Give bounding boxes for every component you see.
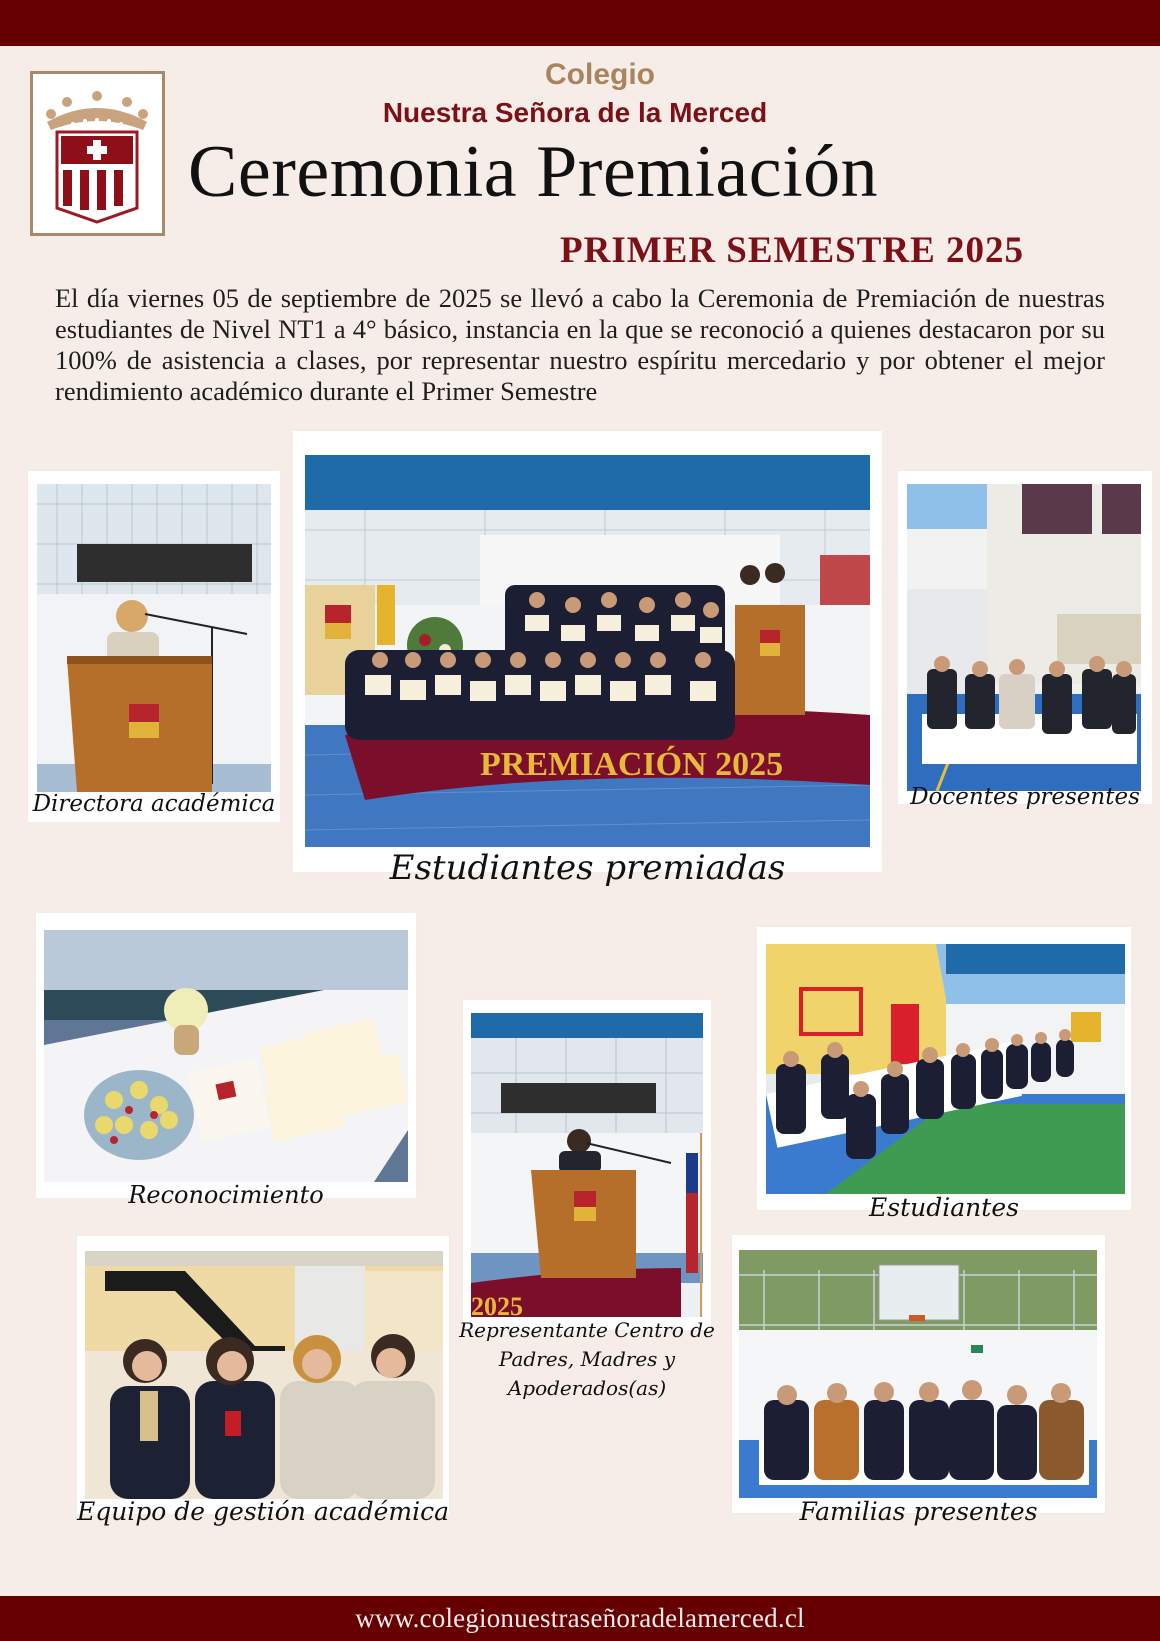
- photo-caption-line: Padres, Madres y: [498, 1347, 676, 1371]
- photo-caption-line: Apoderados(as): [507, 1376, 667, 1400]
- photo-caption: Equipo de gestión académica: [76, 1497, 450, 1526]
- photo-card-familias: [732, 1235, 1105, 1526]
- photo-card-docentes: [898, 471, 1152, 810]
- photo-reconocimiento: [44, 930, 408, 1182]
- photo-caption: Docentes presentes: [910, 784, 1140, 810]
- top-banner-bar: [0, 0, 1160, 46]
- intro-paragraph: El día viernes 05 de septiembre de 2025 se llevó a cabo la Ceremonia de Premiación de nuestras estudiantes de Nivel NT1 a 4° básico, instancia en la que se reconoció a quienes destacaron por su 100% de asistencia a clases, por representar nuestro espíritu mercedario y por obtener el mejor rendimiento académico durante el Primer Semestre: [55, 283, 1105, 406]
- photo-representante: [471, 1013, 703, 1317]
- school-logo: [30, 71, 165, 236]
- photo-caption: Reconocimiento: [128, 1181, 324, 1209]
- photo-caption: Estudiantes: [869, 1193, 1019, 1222]
- school-crest-icon: [33, 74, 162, 233]
- page-subtitle: PRIMER SEMESTRE 2025: [560, 230, 1025, 271]
- photo-card-estudiantes-premiadas: [293, 431, 882, 888]
- photo-docentes: [907, 484, 1141, 791]
- photo-directora: [37, 484, 271, 792]
- photo-equipo: [85, 1251, 443, 1499]
- website-link[interactable]: www.colegionuestraseñoradelamerced.cl: [355, 1603, 805, 1633]
- stage-banner-text: PREMIACIÓN 2025: [480, 746, 784, 783]
- photo-card-reconocimiento: [36, 913, 416, 1209]
- photo-caption: Familias presentes: [799, 1497, 1038, 1526]
- photo-caption: Estudiantes premiadas: [389, 848, 786, 888]
- photo-caption-line: Representante Centro de: [459, 1318, 715, 1342]
- photo-estudiantes-premiadas: [305, 455, 870, 847]
- photo-estudiantes: [766, 944, 1125, 1194]
- page-title: Ceremonia Premiación: [188, 131, 879, 213]
- footer-bar: [0, 1596, 1160, 1641]
- photo-card-estudiantes: [757, 927, 1131, 1222]
- svg-text:2025: 2025: [471, 1292, 523, 1317]
- photo-card-equipo: [76, 1236, 450, 1526]
- photo-card-directora: [28, 471, 280, 822]
- photo-familias: [739, 1250, 1097, 1498]
- photo-card-representante: [459, 1000, 715, 1400]
- school-name: Nuestra Señora de la Merced: [382, 97, 768, 128]
- photo-caption: Directora académica: [32, 791, 276, 817]
- school-prefix: Colegio: [545, 58, 655, 91]
